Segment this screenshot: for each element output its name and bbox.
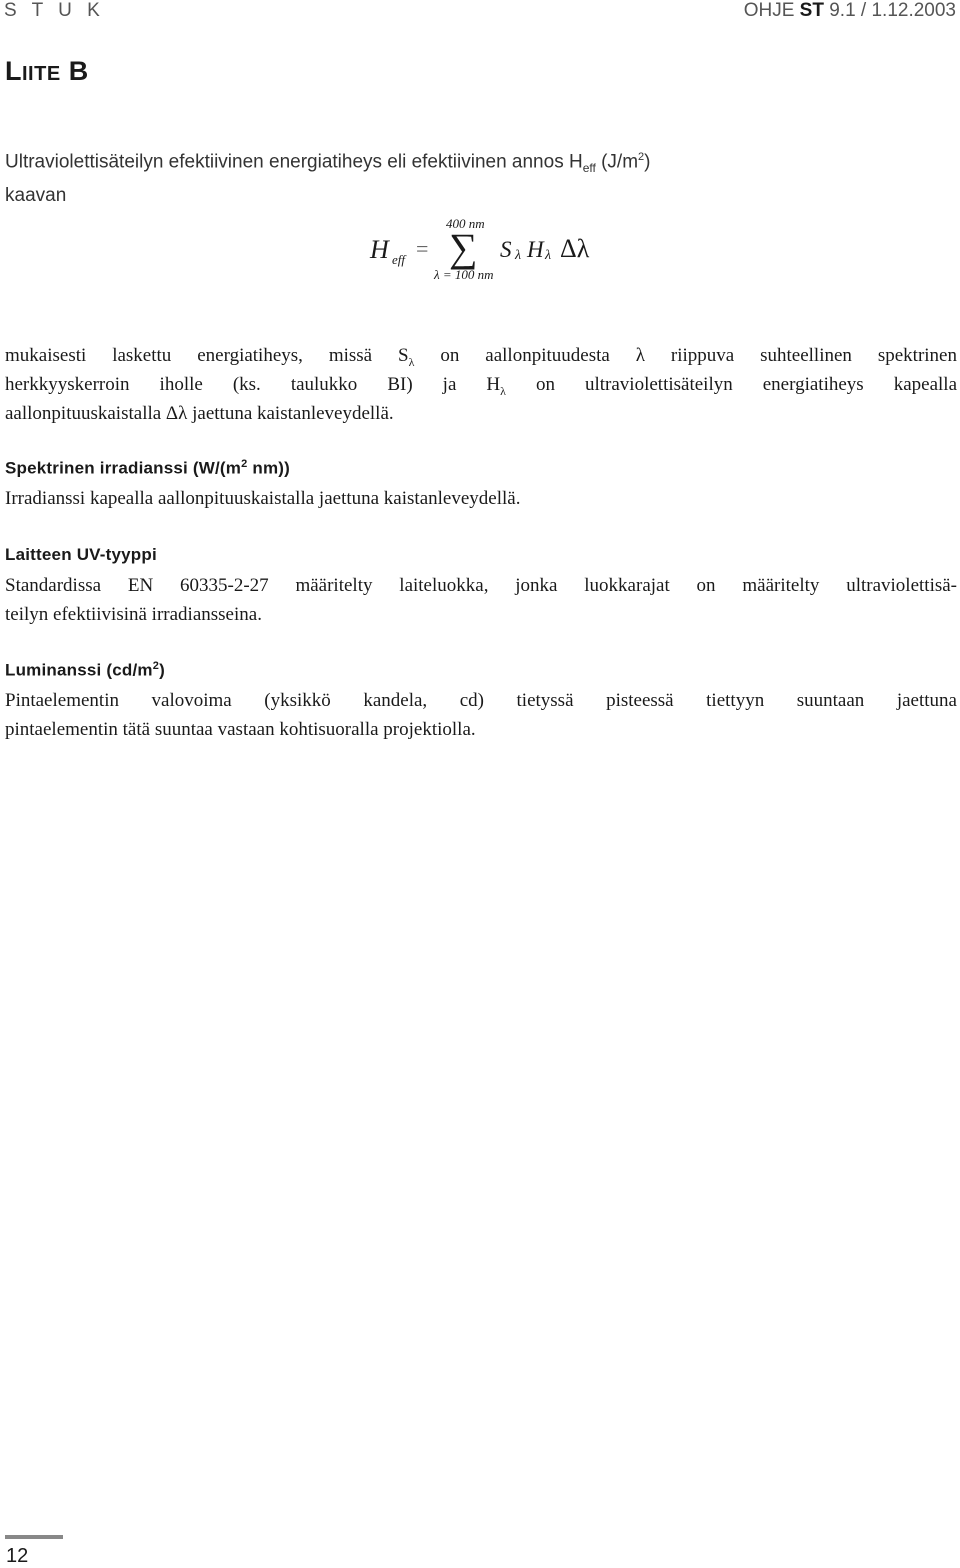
intro-subscript: eff xyxy=(582,161,596,176)
formula-lower-limit: λ = 100 nm xyxy=(434,267,494,282)
section-3-heading-sup: 2 xyxy=(152,660,160,672)
section-1-heading-b: nm)) xyxy=(247,458,290,478)
appendix-title-rest: IITE xyxy=(22,63,61,85)
section-body-luminance-line-2: pintaelementin tätä suuntaa vastaan kohtisuoralla projektiolla. xyxy=(5,719,476,740)
intro-unit-sup: 2 xyxy=(638,151,645,163)
definition-line-1-a: mukaisesti laskettu energiatiheys, missä S xyxy=(5,345,409,366)
formula-h: H xyxy=(527,237,544,262)
formula-lhs-subscript: eff xyxy=(392,252,405,267)
section-heading-spectral-irradiance xyxy=(5,458,290,479)
intro-line-1 xyxy=(5,143,955,182)
formula-sigma: ∑ xyxy=(449,225,478,270)
section-body-uv-type-line-1: Standardissa EN 60335-2-27 määritelty laiteluokka, jonka luokkarajat on määritelty ultraviolettisä- xyxy=(5,575,957,596)
header-org: S T U K xyxy=(4,0,105,21)
section-3-heading-a: Luminanssi (cd/m xyxy=(5,660,153,680)
formula-s: S xyxy=(500,237,512,262)
section-heading-luminance xyxy=(5,660,165,681)
section-1-heading-a: Spektrinen irradianssi (W/(m xyxy=(5,458,242,478)
definition-line-2-sub: λ xyxy=(500,383,506,398)
intro-unit-close: ) xyxy=(644,151,651,173)
definition-line-1-sub: λ xyxy=(408,354,415,369)
appendix-title-initial: L xyxy=(5,56,22,86)
header-guide-prefix: OHJE xyxy=(743,0,795,21)
intro-unit-open: (J/m xyxy=(601,151,639,173)
intro-paragraph xyxy=(5,143,955,210)
section-1-heading-sup: 2 xyxy=(241,458,248,470)
footer-rule xyxy=(5,1535,63,1539)
section-heading-uv-type: Laitteen UV-tyyppi xyxy=(5,545,157,564)
formula-h-subscript: λ xyxy=(545,248,552,263)
formula-s-subscript: λ xyxy=(515,248,522,263)
definition-line-2-b: on ultraviolettisäteilyn energiatiheys kapealla xyxy=(505,374,958,395)
formula-upper-limit: 400 nm xyxy=(446,216,485,231)
definition-line-1-b: on aallonpituudesta λ riippuva suhteellinen spektrinen xyxy=(414,345,957,366)
definition-line-2-a: herkkyyskerroin iholle (ks. taulukko BI) ja H xyxy=(5,374,501,395)
intro-line-2: kaavan xyxy=(5,185,67,207)
section-3-heading-b: ) xyxy=(159,660,165,680)
appendix-title xyxy=(5,56,89,87)
header-guide-number: 9.1 / 1.12.2003 xyxy=(829,0,956,21)
formula-delta-lambda: Δλ xyxy=(560,234,590,263)
page-header xyxy=(0,0,960,22)
intro-text: Ultraviolettisäteilyn efektiivinen energiatiheys eli efektiivinen annos H xyxy=(5,151,583,173)
formula-lhs: H xyxy=(370,235,389,264)
definition-line-3: aallonpituuskaistalla Δλ jaettuna kaistanleveydellä. xyxy=(5,403,394,424)
appendix-title-letter: B xyxy=(68,56,89,86)
header-guide-series: ST xyxy=(799,0,824,21)
section-body-luminance-line-1: Pintaelementin valovoima (yksikkö kandela, cd) tietyssä pisteessä tiettyyn suuntaan jaettuna xyxy=(5,690,957,711)
page-number: 12 xyxy=(6,1545,29,1567)
formula-equals: = xyxy=(416,236,429,261)
formula xyxy=(370,210,630,290)
section-body-uv-type-line-2: teilyn efektiivisinä irradiansseina. xyxy=(5,604,262,625)
section-body-spectral-irradiance: Irradianssi kapealla aallonpituuskaistalla jaettuna kaistanleveydellä. xyxy=(5,488,521,509)
header-guide-reference xyxy=(744,0,956,22)
